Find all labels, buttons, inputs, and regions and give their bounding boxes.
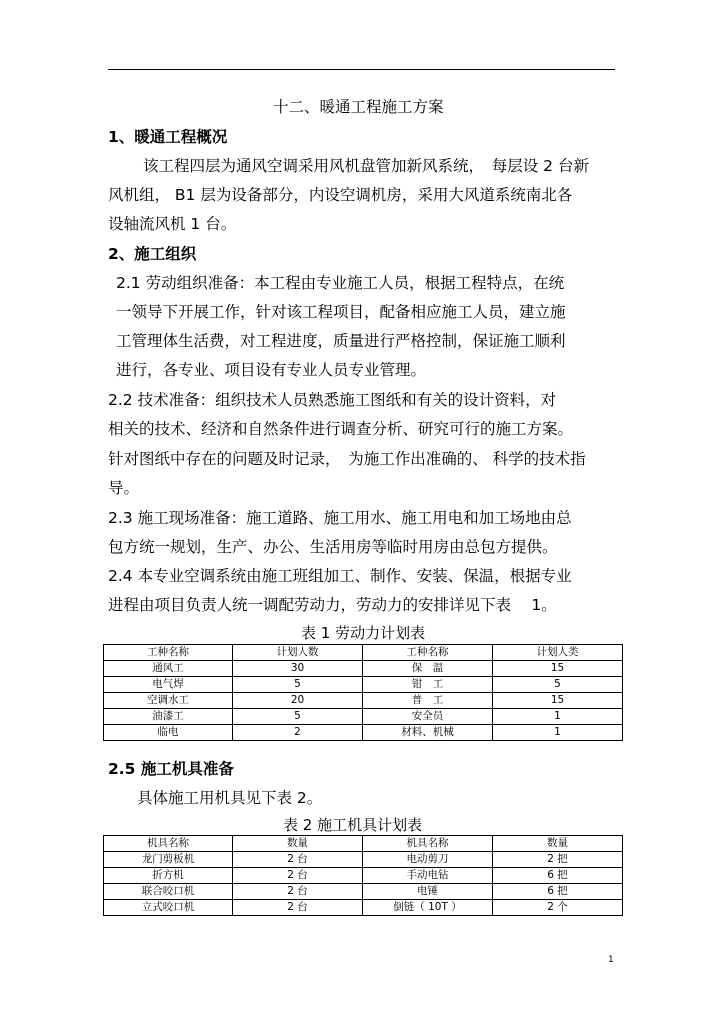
table-row bbox=[104, 709, 623, 725]
table-cell: 2 台 bbox=[233, 868, 363, 884]
page-number: 1 bbox=[608, 955, 614, 965]
table-header-cell: 数量 bbox=[493, 836, 623, 852]
table-cell: 1 bbox=[493, 709, 623, 725]
table-header-cell: 机具名称 bbox=[363, 836, 493, 852]
equipment-plan-table bbox=[103, 835, 623, 916]
table-header-cell: 计划人数 bbox=[233, 645, 363, 661]
table-cell: 倒链（ 10T ） bbox=[363, 900, 493, 916]
page-heading: 十二、暖通工程施工方案 bbox=[273, 98, 444, 116]
section2-title: 2、施工组织 bbox=[108, 245, 197, 263]
section1-line: 设轴流风机 1 台。 bbox=[108, 215, 237, 233]
labor-plan-table bbox=[103, 644, 623, 741]
para-2-4-line: 2.4 本专业空调系统由施工班组加工、制作、安装、保温，根据专业 bbox=[108, 567, 572, 585]
table-header-cell: 计划人类 bbox=[493, 645, 623, 661]
para-2-3-line: 2.3 施工现场准备：施工道路、施工用水、施工用电和加工场地由总 bbox=[108, 509, 572, 527]
table-cell: 1 bbox=[493, 725, 623, 741]
table-cell: 钳 工 bbox=[363, 677, 493, 693]
section1-line: 该工程四层为通风空调采用风机盘管加新风系统， 每层设 2 台新 bbox=[143, 157, 589, 175]
table-row bbox=[104, 868, 623, 884]
table-header-row bbox=[104, 836, 623, 852]
para-2-2-line: 针对图纸中存在的问题及时记录， 为施工作出准确的、 科学的技术指 bbox=[108, 450, 586, 468]
table-cell: 20 bbox=[233, 693, 363, 709]
table-cell: 通风工 bbox=[104, 661, 233, 677]
table1-caption: 表 1 劳动力计划表 bbox=[301, 624, 426, 642]
table2-caption: 表 2 施工机具计划表 bbox=[283, 816, 423, 834]
table-cell: 安全员 bbox=[363, 709, 493, 725]
table-cell: 6 把 bbox=[493, 884, 623, 900]
table-row bbox=[104, 661, 623, 677]
table-cell: 临电 bbox=[104, 725, 233, 741]
table-cell: 龙门剪板机 bbox=[104, 852, 233, 868]
para-2-1-line: 工管理体生活费，对工程进度，质量进行严格控制，保证施工顺利 bbox=[116, 332, 566, 350]
table-row bbox=[104, 852, 623, 868]
table-header-row bbox=[104, 645, 623, 661]
table-cell: 油漆工 bbox=[104, 709, 233, 725]
table-cell: 电气焊 bbox=[104, 677, 233, 693]
table-cell: 6 把 bbox=[493, 868, 623, 884]
table-cell: 电锤 bbox=[363, 884, 493, 900]
table-cell: 30 bbox=[233, 661, 363, 677]
para-2-1-line: 一领导下开展工作，针对该工程项目，配备相应施工人员，建立施 bbox=[116, 303, 566, 321]
table-cell: 材料、机械 bbox=[363, 725, 493, 741]
table-row bbox=[104, 693, 623, 709]
section1-line: 风机组， B1 层为设备部分，内设空调机房，采用大风道系统南北各 bbox=[108, 186, 573, 204]
para-2-4-line: 进程由项目负责人统一调配劳动力，劳动力的安排详见下表 1。 bbox=[108, 596, 557, 614]
table-cell: 5 bbox=[233, 677, 363, 693]
para-2-2-line: 相关的技术、经济和自然条件进行调查分析、研究可行的施工方案。 bbox=[108, 420, 574, 438]
para-2-3-line: 包方统一规划，生产、办公、生活用房等临时用房由总包方提供。 bbox=[108, 538, 558, 556]
section1-title: 1、暖通工程概况 bbox=[108, 128, 228, 146]
table-cell: 2 把 bbox=[493, 852, 623, 868]
table-cell: 2 台 bbox=[233, 852, 363, 868]
para-2-1-line: 2.1 劳动组织准备：本工程由专业施工人员，根据工程特点，在统 bbox=[116, 274, 565, 292]
table-cell: 2 个 bbox=[493, 900, 623, 916]
table-cell: 2 台 bbox=[233, 884, 363, 900]
table-cell: 折方机 bbox=[104, 868, 233, 884]
table-cell: 电动剪刀 bbox=[363, 852, 493, 868]
table-header-cell: 数量 bbox=[233, 836, 363, 852]
table-cell: 手动电钻 bbox=[363, 868, 493, 884]
section25-title: 2.5 施工机具准备 bbox=[108, 760, 234, 778]
table-cell: 联合咬口机 bbox=[104, 884, 233, 900]
table-header-cell: 工种名称 bbox=[363, 645, 493, 661]
table-cell: 立式咬口机 bbox=[104, 900, 233, 916]
table-row bbox=[104, 884, 623, 900]
table-row bbox=[104, 677, 623, 693]
header-rule bbox=[108, 69, 615, 70]
para-2-1-line: 进行，各专业、项目设有专业人员专业管理。 bbox=[116, 361, 427, 379]
table-cell: 5 bbox=[493, 677, 623, 693]
table-row bbox=[104, 900, 623, 916]
table-row bbox=[104, 725, 623, 741]
table-cell: 5 bbox=[233, 709, 363, 725]
para-2-2-line: 导。 bbox=[108, 479, 140, 497]
table-cell: 15 bbox=[493, 661, 623, 677]
para-2-2-line: 2.2 技术准备：组织技术人员熟悉施工图纸和有关的设计资料，对 bbox=[108, 391, 557, 409]
table-cell: 普 工 bbox=[363, 693, 493, 709]
table-cell: 空调水工 bbox=[104, 693, 233, 709]
table-header-cell: 工种名称 bbox=[104, 645, 233, 661]
table-cell: 2 bbox=[233, 725, 363, 741]
section25-line: 具体施工用机具见下表 2。 bbox=[137, 789, 323, 807]
table-cell: 15 bbox=[493, 693, 623, 709]
table-header-cell: 机具名称 bbox=[104, 836, 233, 852]
table-cell: 2 台 bbox=[233, 900, 363, 916]
table-cell: 保 温 bbox=[363, 661, 493, 677]
